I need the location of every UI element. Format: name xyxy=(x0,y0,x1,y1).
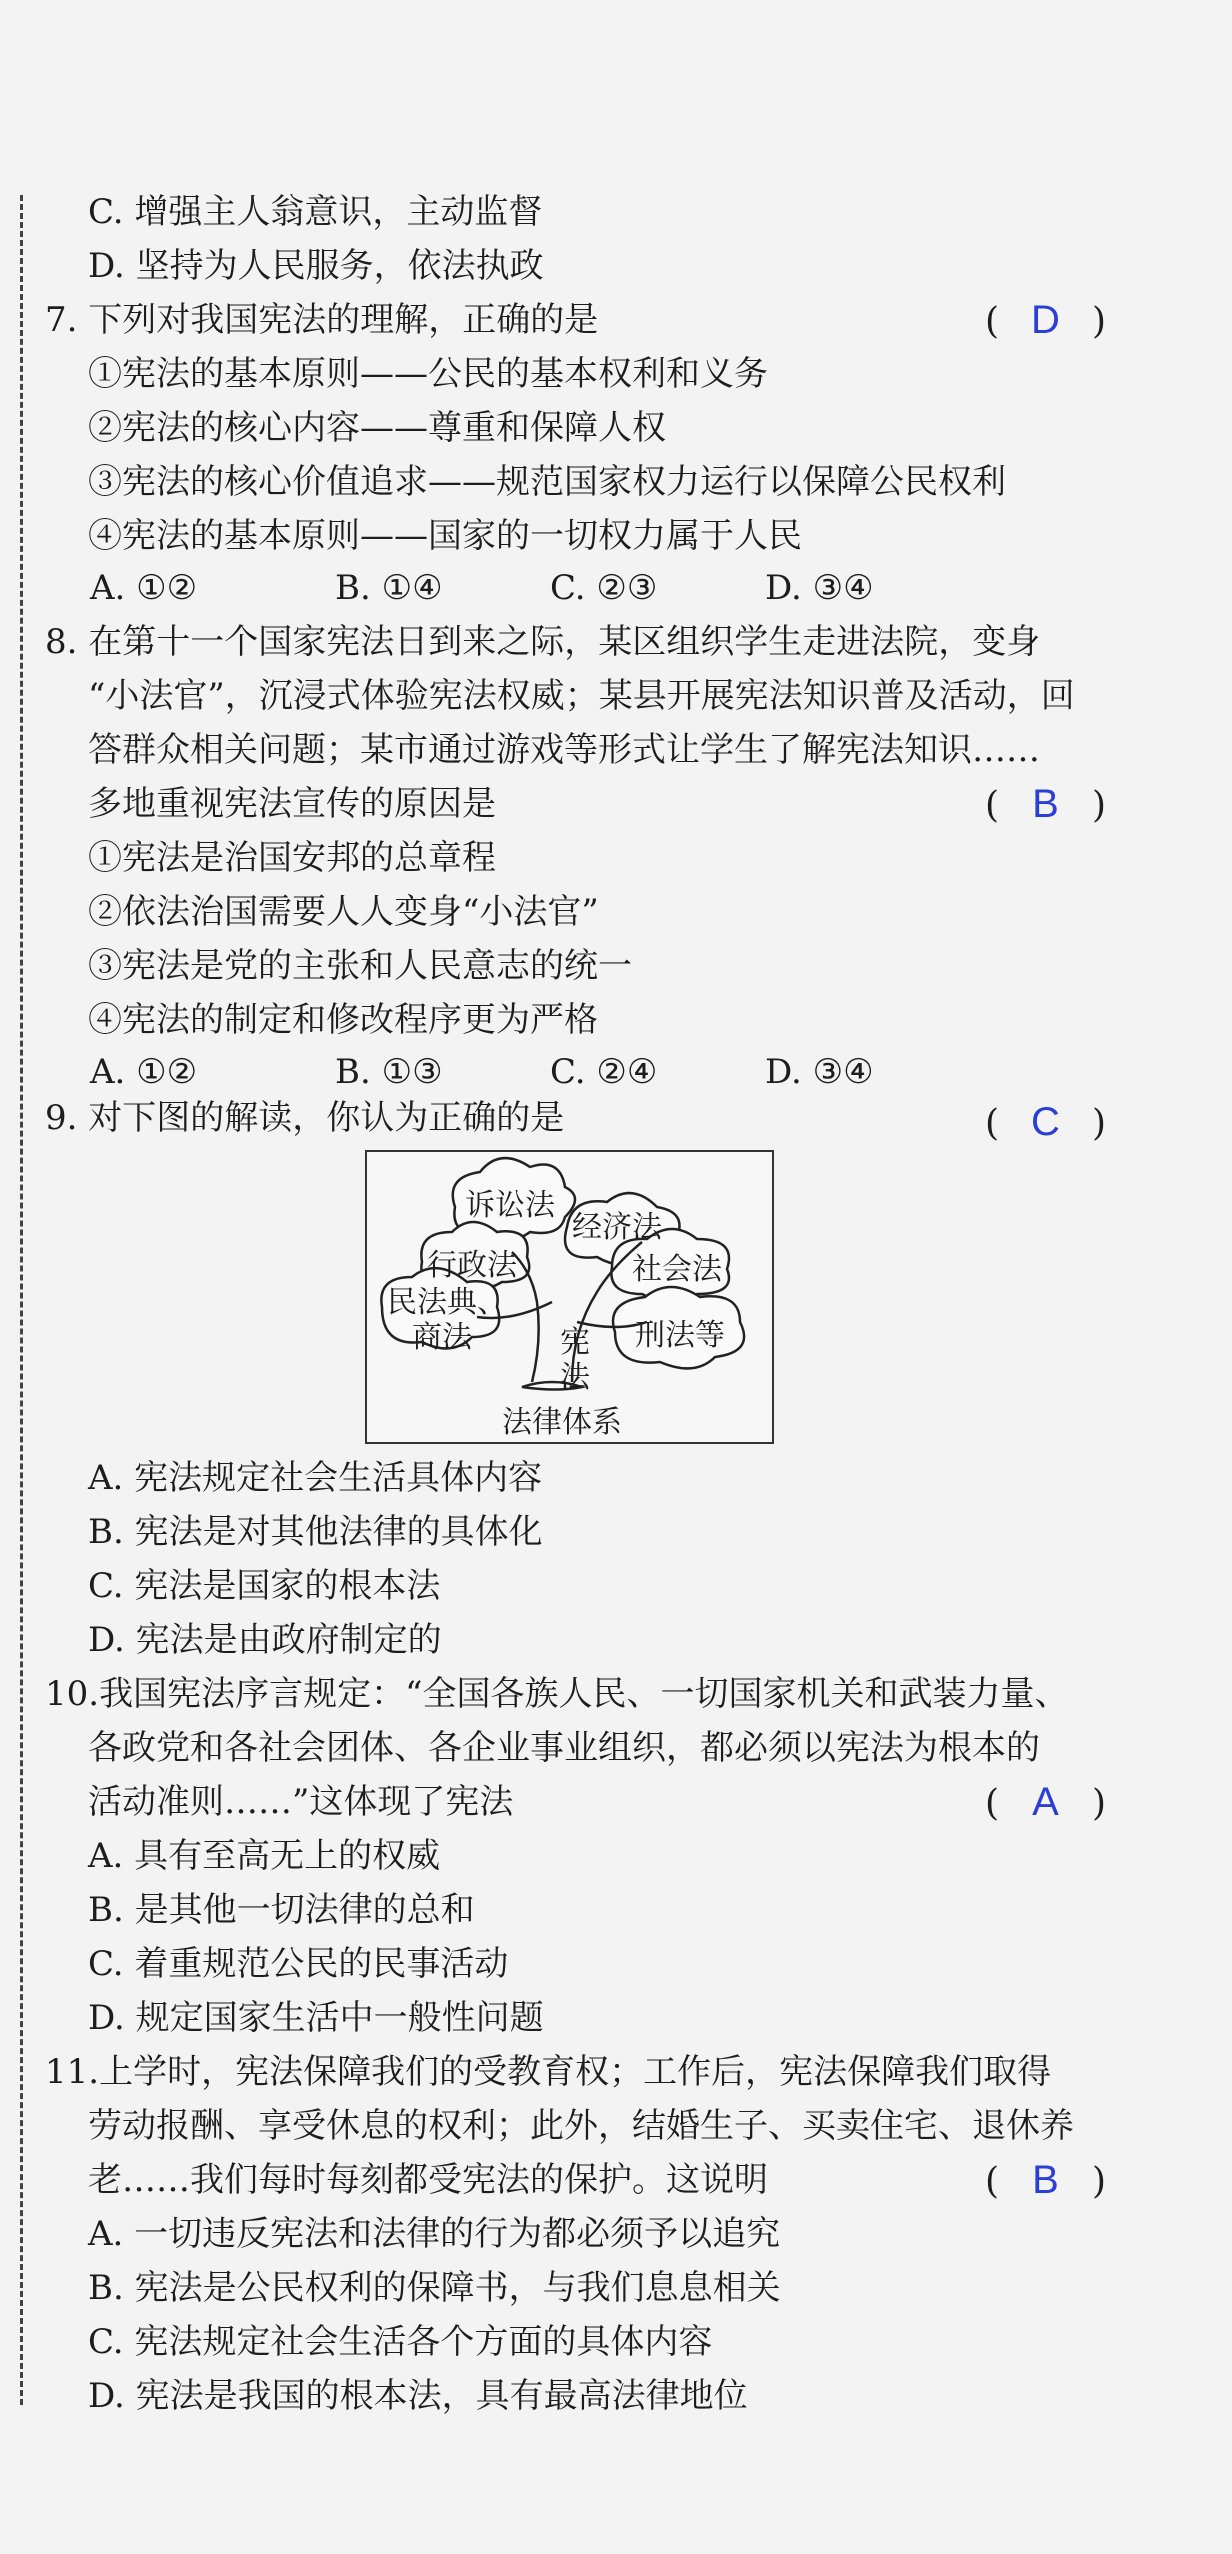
q10-option-b: B. 是其他一切法律的总和 xyxy=(88,1890,475,1930)
q8-item-4: ④宪法的制定和修改程序更为严格 xyxy=(88,1000,598,1040)
q7-option-b: B. ①④ xyxy=(335,568,443,608)
legal-system-tree-diagram xyxy=(365,1150,774,1444)
leaf-label-economic-law: 经济法 xyxy=(572,1210,662,1245)
q10-answer: A xyxy=(1032,1780,1059,1824)
trunk-label-1: 宪 xyxy=(560,1325,590,1360)
q11-stem-line-3: 老……我们每时每刻都受宪法的保护。这说明 xyxy=(88,2160,768,2200)
q7-option-a: A. ①② xyxy=(90,568,198,608)
q10-stem-line-1: 10.我国宪法序言规定：“全国各族人民、一切国家机关和武装力量、 xyxy=(45,1674,1069,1714)
q11-option-b: B. 宪法是公民权利的保障书，与我们息息相关 xyxy=(88,2268,781,2308)
q11-option-a: A. 一切违反宪法和法律的行为都必须予以追究 xyxy=(88,2214,781,2254)
q8-answer-bracket: ( B ) xyxy=(985,782,1106,826)
q8-stem-line-1: 8. 在第十一个国家宪法日到来之际，某区组织学生走进法院，变身 xyxy=(45,622,1041,662)
q8-answer: B xyxy=(1032,782,1059,826)
q6-option-d: D. 坚持为人民服务，依法执政 xyxy=(88,246,544,286)
q8-option-c: C. ②④ xyxy=(550,1052,658,1092)
q7-item-3: ③宪法的核心价值追求——规范国家权力运行以保障公民权利 xyxy=(88,462,1006,502)
q8-stem-line-3: 答群众相关问题；某市通过游戏等形式让学生了解宪法知识…… xyxy=(88,730,1040,770)
q9-stem: 9. 对下图的解读，你认为正确的是 xyxy=(45,1098,565,1138)
q9-option-c: C. 宪法是国家的根本法 xyxy=(88,1566,441,1606)
q11-answer: B xyxy=(1032,2158,1059,2202)
leaf-label-procedural-law: 诉讼法 xyxy=(465,1188,555,1223)
q9-option-b: B. 宪法是对其他法律的具体化 xyxy=(88,1512,543,1552)
q7-stem: 7. 下列对我国宪法的理解，正确的是 xyxy=(45,300,599,340)
leaf-label-social-law: 社会法 xyxy=(632,1252,722,1287)
q10-option-a: A. 具有至高无上的权威 xyxy=(88,1836,441,1876)
q6-option-c: C. 增强主人翁意识，主动监督 xyxy=(88,192,543,232)
q8-stem-line-2: “小法官”，沉浸式体验宪法权威；某县开展宪法知识普及活动，回 xyxy=(88,676,1075,716)
q9-answer: C xyxy=(1031,1100,1060,1144)
q10-stem-line-2: 各政党和各社会团体、各企业事业组织，都必须以宪法为根本的 xyxy=(88,1728,1040,1768)
q8-stem-line-4: 多地重视宪法宣传的原因是 xyxy=(88,784,496,824)
q10-option-c: C. 着重规范公民的民事活动 xyxy=(88,1944,509,1984)
q10-stem-line-3: 活动准则……”这体现了宪法 xyxy=(88,1782,514,1822)
q10-option-d: D. 规定国家生活中一般性问题 xyxy=(88,1998,544,2038)
trunk-label-2: 法 xyxy=(560,1360,590,1395)
q11-stem-line-2: 劳动报酬、享受休息的权利；此外，结婚生子、买卖住宅、退休养 xyxy=(88,2106,1074,2146)
q8-option-d: D. ③④ xyxy=(765,1052,874,1092)
diagram-caption: 法律体系 xyxy=(502,1405,622,1440)
q7-item-2: ②宪法的核心内容——尊重和保障人权 xyxy=(88,408,666,448)
q7-option-c: C. ②③ xyxy=(550,568,658,608)
q8-item-3: ③宪法是党的主张和人民意志的统一 xyxy=(88,946,632,986)
q10-answer-bracket: ( A ) xyxy=(985,1780,1106,1824)
q9-option-d: D. 宪法是由政府制定的 xyxy=(88,1620,442,1660)
q9-answer-bracket: ( C ) xyxy=(985,1100,1106,1144)
q8-item-1: ①宪法是治国安邦的总章程 xyxy=(88,838,496,878)
q11-stem-line-1: 11.上学时，宪法保障我们的受教育权；工作后，宪法保障我们取得 xyxy=(45,2052,1052,2092)
leaf-label-civil-code: 民法典、 xyxy=(387,1285,507,1320)
leaf-label-commercial-law: 商法 xyxy=(412,1320,472,1355)
q7-option-d: D. ③④ xyxy=(765,568,874,608)
leaf-label-administrative-law: 行政法 xyxy=(427,1248,517,1283)
q11-option-d: D. 宪法是我国的根本法，具有最高法律地位 xyxy=(88,2376,748,2416)
leaf-label-criminal-law: 刑法等 xyxy=(635,1318,725,1353)
q8-item-2: ②依法治国需要人人变身“小法官” xyxy=(88,892,599,932)
q7-item-4: ④宪法的基本原则——国家的一切权力属于人民 xyxy=(88,516,802,556)
q9-option-a: A. 宪法规定社会生活具体内容 xyxy=(88,1458,543,1498)
cut-line-divider xyxy=(20,195,23,2405)
q8-option-a: A. ①② xyxy=(90,1052,198,1092)
q7-item-1: ①宪法的基本原则——公民的基本权利和义务 xyxy=(88,354,768,394)
q7-answer-bracket: ( D ) xyxy=(985,298,1106,342)
q11-answer-bracket: ( B ) xyxy=(985,2158,1106,2202)
q11-option-c: C. 宪法规定社会生活各个方面的具体内容 xyxy=(88,2322,713,2362)
q7-answer: D xyxy=(1031,298,1060,342)
q8-option-b: B. ①③ xyxy=(335,1052,443,1092)
